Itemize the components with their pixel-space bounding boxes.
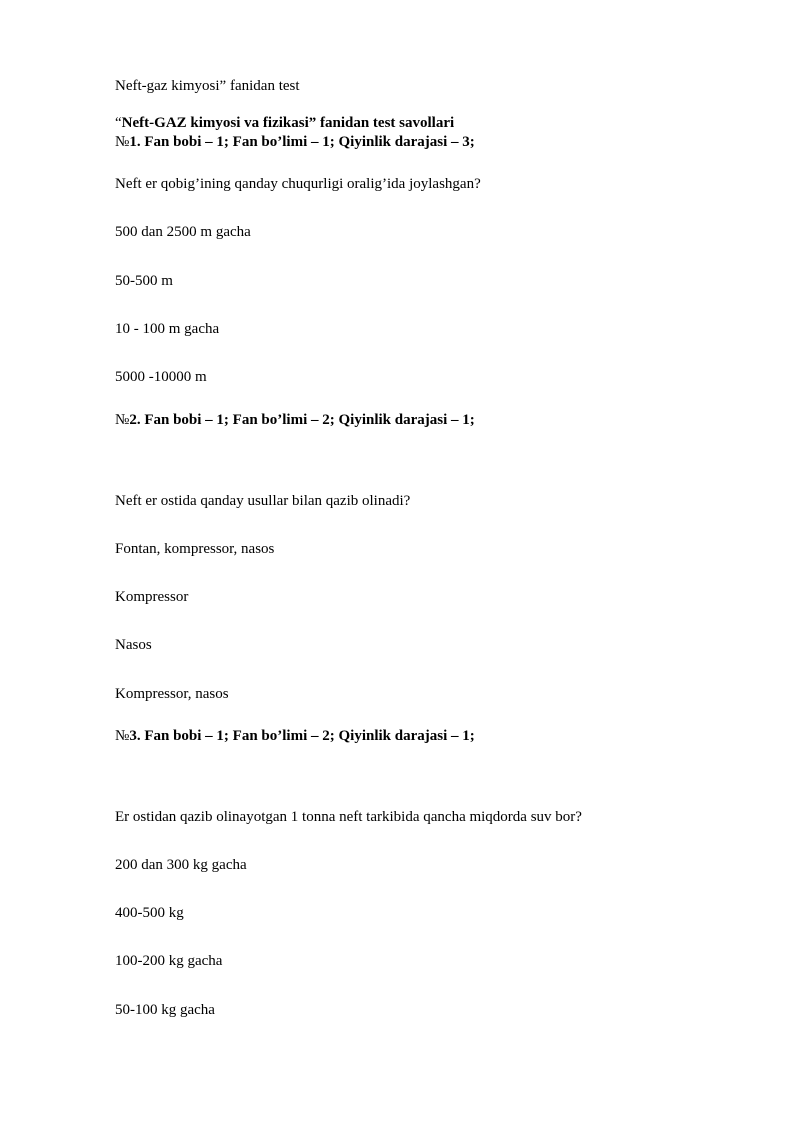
question-3-meta (115, 727, 475, 745)
question-1-answer-4: 5000 -10000 m (115, 369, 207, 385)
question-3-answer-3: 100-200 kg gacha (115, 953, 223, 969)
question-2-text: Neft er ostida qanday usullar bilan qazib olinadi? (115, 493, 411, 509)
question-1-answer-3: 10 - 100 m gacha (115, 321, 220, 337)
title-text: Neft-GAZ kimyosi va fizikasi” fanidan test savollari (121, 115, 455, 131)
question-meta-text: 2. Fan bobi – 1; Fan bo’limi – 2; Qiyinlik darajasi – 1; (129, 412, 475, 428)
question-2-answer-2: Kompressor (115, 589, 189, 605)
question-3-answer-4: 50-100 kg gacha (115, 1002, 215, 1018)
question-meta-text: 3. Fan bobi – 1; Fan bo’limi – 2; Qiyinlik darajasi – 1; (129, 728, 475, 744)
document-title (115, 114, 454, 132)
question-meta-text: 1. Fan bobi – 1; Fan bo’limi – 1; Qiyinlik darajasi – 3; (129, 134, 475, 150)
question-2-meta (115, 411, 475, 429)
question-3-text: Er ostidan qazib olinayotgan 1 tonna neft tarkibida qancha miqdorda suv bor? (115, 809, 582, 825)
question-3-answer-2: 400-500 kg (115, 905, 184, 921)
question-2-answer-1: Fontan, kompressor, nasos (115, 541, 275, 557)
question-2-answer-3: Nasos (115, 637, 152, 653)
question-2-answer-4: Kompressor, nasos (115, 686, 229, 702)
title-quote-mark: “ (115, 115, 122, 131)
question-1-text: Neft er qobig’ining qanday chuqurligi oralig’ida joylashgan? (115, 176, 481, 192)
question-number-sign: № (115, 412, 130, 428)
question-number-sign: № (115, 728, 130, 744)
question-1-answer-2: 50-500 m (115, 273, 173, 289)
question-1-meta (115, 133, 475, 151)
document-header-line: Neft-gaz kimyosi” fanidan test (115, 78, 300, 94)
question-number-sign: № (115, 134, 130, 150)
question-3-answer-1: 200 dan 300 kg gacha (115, 857, 247, 873)
question-1-answer-1: 500 dan 2500 m gacha (115, 224, 251, 240)
